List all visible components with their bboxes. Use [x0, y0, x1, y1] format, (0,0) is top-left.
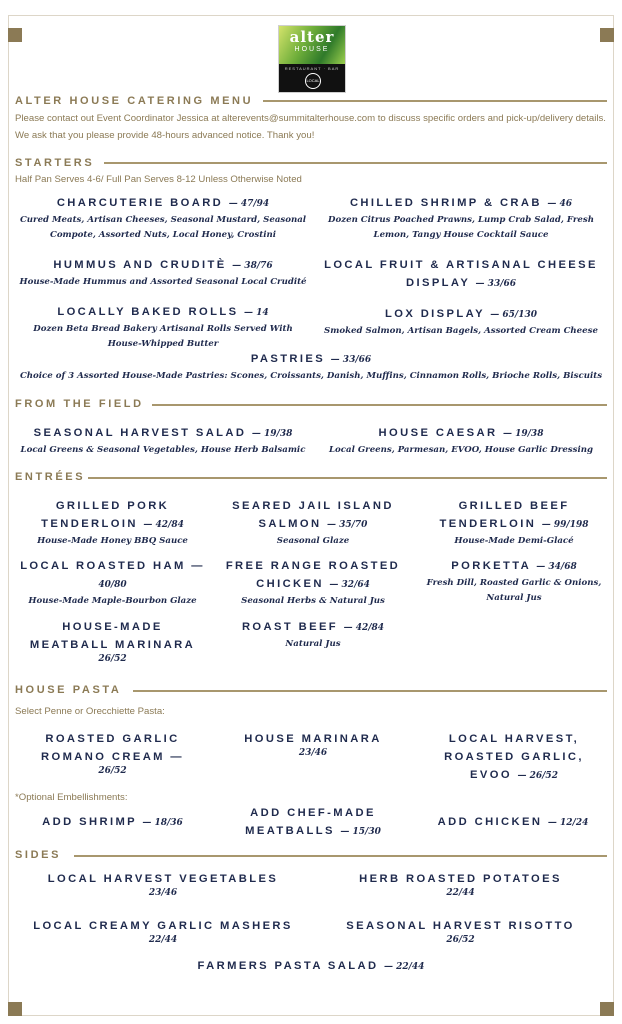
item-name: FARMERS PASTA SALAD	[197, 960, 379, 972]
item-name: SEASONAL HARVEST RISOTTO	[346, 920, 575, 932]
item-name: SEARED JAIL ISLAND SALMON	[232, 500, 394, 530]
embellish-note: *Optional Embellishments:	[15, 792, 128, 803]
item-name: SEASONAL HARVEST SALAD	[33, 427, 247, 439]
item-name: LOX DISPLAY	[384, 308, 485, 320]
section-rule	[104, 162, 607, 164]
item-description: Smoked Salmon, Artisan Bagels, Assorted Cream Cheese	[324, 326, 598, 336]
item-name: LOCAL HARVEST, ROASTED GARLIC, EVOO	[444, 733, 584, 781]
menu-item	[15, 957, 607, 976]
item-price: 26/52	[98, 766, 127, 776]
item-name: CHILLED SHRIMP & CRAB	[349, 197, 542, 209]
section-rule	[133, 690, 607, 692]
section-title-starters: STARTERS	[15, 157, 95, 169]
menu-item	[20, 813, 205, 832]
item-price: — 14	[243, 308, 269, 318]
item-price: — 15/30	[340, 827, 381, 837]
section-title-pasta: HOUSE PASTA	[15, 684, 122, 696]
section-rule	[88, 477, 607, 479]
section-rule	[74, 855, 607, 857]
item-name: HUMMUS AND CRUDITÈ	[53, 259, 227, 271]
item-name: LOCALLY BAKED ROLLS	[57, 306, 239, 318]
item-price: 23/46	[148, 888, 178, 898]
item-name: GRILLED BEEF TENDERLOIN	[439, 500, 570, 530]
logo-tagline: RESTAURANT · BAR	[284, 66, 340, 71]
logo-word: alter	[289, 28, 335, 46]
menu-item	[320, 256, 602, 293]
item-price: — 42/84	[143, 520, 184, 530]
item-price: — 42/84	[343, 623, 385, 633]
item-name: PASTRIES	[250, 353, 326, 365]
item-name: ADD CHEF-MADE MEATBALLS	[245, 807, 376, 837]
item-price: — 47/94	[228, 199, 270, 209]
item-price: 26/52	[98, 654, 127, 664]
menu-item	[18, 194, 308, 243]
menu-title: ALTER HOUSE CATERING MENU	[15, 95, 254, 107]
item-price: — 18/36	[142, 818, 183, 828]
local-badge: LOCAL	[305, 73, 321, 89]
item-description: Fresh Dill, Roasted Garlic & Onions, Natural Jus	[426, 578, 602, 603]
menu-item	[18, 917, 308, 945]
menu-item	[424, 557, 604, 606]
item-name: ADD CHICKEN	[437, 816, 543, 828]
menu-item	[18, 256, 308, 290]
item-name: HERB ROASTED POTATOES	[359, 873, 562, 885]
item-price: — 22/44	[383, 962, 425, 972]
item-name: LOCAL CREAMY GARLIC MASHERS	[33, 920, 293, 932]
item-description: Cured Meats, Artisan Cheeses, Seasonal Mustard, Seasonal Compote, Assorted Nuts, Local Honey, Crostini	[19, 215, 307, 240]
menu-item	[25, 497, 200, 549]
item-name: ROAST BEEF	[241, 621, 339, 633]
item-name: ROASTED GARLIC ROMANO CREAM —	[41, 733, 184, 763]
corner-ornament	[8, 28, 22, 42]
menu-item	[18, 424, 308, 458]
menu-item	[424, 497, 604, 549]
item-description: Seasonal Herbs & Natural Jus	[241, 596, 385, 606]
item-name: ADD SHRIMP	[42, 816, 137, 828]
item-price: 23/46	[298, 748, 328, 758]
menu-item	[218, 497, 408, 549]
menu-item	[25, 730, 200, 776]
intro-text: Please contact out Event Coordinator Jessica at alterevents@summitalterhouse.com to discuss specific orders and pick-up/delivery details. We ask that you please provide 48-hours advanced notice. Thank you!	[15, 113, 606, 141]
menu-item	[418, 813, 608, 832]
item-price: — 38/76	[232, 261, 273, 271]
item-name: HOUSE CAESAR	[378, 427, 498, 439]
section-title-field: FROM THE FIELD	[15, 398, 144, 410]
menu-item	[318, 917, 603, 945]
starters-note: Half Pan Serves 4-6/ Full Pan Serves 8-12 Unless Otherwise Noted	[15, 174, 302, 185]
item-price: 22/44	[446, 888, 475, 898]
item-price: — 46	[547, 199, 573, 209]
menu-item	[15, 350, 607, 384]
section-rule	[152, 404, 607, 406]
item-description: House-Made Maple-Bourbon Glaze	[28, 596, 197, 606]
item-price: 40/80	[98, 580, 127, 590]
item-description: Local Greens & Seasonal Vegetables, House Herb Balsamic	[20, 445, 306, 455]
item-name: FREE RANGE ROASTED CHICKEN	[225, 560, 401, 590]
menu-item	[18, 870, 308, 898]
menu-item	[218, 618, 408, 652]
item-name: HOUSE-MADE MEATBALL MARINARA	[29, 621, 196, 651]
item-description: House-Made Hummus and Assorted Seasonal Local Crudité	[19, 277, 307, 287]
item-price: — 99/198	[541, 520, 589, 530]
menu-item	[218, 804, 408, 841]
item-name: LOCAL HARVEST VEGETABLES	[47, 873, 279, 885]
item-price: — 26/52	[517, 771, 558, 781]
corner-ornament	[600, 28, 614, 42]
menu-item	[318, 870, 603, 898]
menu-item	[312, 424, 610, 458]
menu-item	[20, 618, 205, 664]
item-price: 26/52	[446, 935, 475, 945]
corner-ornament	[600, 1002, 614, 1016]
item-description: Dozen Citrus Poached Prawns, Lump Crab Salad, Fresh Lemon, Tangy House Cocktail Sauce	[328, 215, 594, 240]
item-price: — 33/66	[330, 355, 372, 365]
pasta-note: Select Penne or Orecchiette Pasta:	[15, 706, 165, 717]
item-name: CHARCUTERIE BOARD	[56, 197, 224, 209]
item-name: LOCAL FRUIT & ARTISANAL CHEESE DISPLAY	[324, 259, 598, 289]
item-description: Natural Jus	[285, 639, 341, 649]
item-description: House-Made Honey BBQ Sauce	[37, 536, 188, 546]
menu-item	[15, 557, 210, 609]
logo-sub: HOUSE	[294, 46, 330, 53]
alter-house-logo	[278, 25, 346, 93]
section-rule	[263, 100, 607, 102]
item-price: — 19/38	[502, 429, 544, 439]
menu-item	[218, 557, 408, 609]
item-description: Seasonal Glaze	[276, 536, 350, 546]
item-name: HOUSE MARINARA	[244, 733, 382, 745]
item-description: House-Made Demi-Glacé	[454, 536, 574, 546]
item-price: 22/44	[148, 935, 178, 945]
menu-item	[312, 305, 610, 339]
corner-ornament	[8, 1002, 22, 1016]
item-price: — 19/38	[251, 429, 293, 439]
item-name: LOCAL ROASTED HAM —	[20, 560, 205, 572]
item-price: — 33/66	[475, 279, 517, 289]
menu-item	[312, 194, 610, 243]
menu-item	[428, 730, 600, 785]
item-description: Dozen Beta Bread Bakery Artisanal Rolls Served With House-Whipped Butter	[33, 324, 293, 349]
item-price: — 35/70	[326, 520, 368, 530]
section-title-entrees: ENTRÉES	[15, 471, 86, 483]
item-price: — 32/64	[329, 580, 370, 590]
menu-item	[18, 303, 308, 352]
item-name: GRILLED PORK TENDERLOIN	[41, 500, 170, 530]
item-price: — 34/68	[536, 562, 577, 572]
section-title-sides: SIDES	[15, 849, 62, 861]
item-price: — 65/130	[490, 310, 537, 320]
item-price: — 12/24	[547, 818, 589, 828]
item-name: PORKETTA	[451, 560, 531, 572]
item-description: Choice of 3 Assorted House-Made Pastries: Scones, Croissants, Danish, Muffins, Cinnamon Rolls, Brioche Rolls, Biscuits	[19, 371, 603, 381]
item-description: Local Greens, Parmesan, EVOO, House Garlic Dressing	[329, 445, 593, 455]
menu-item	[218, 730, 408, 758]
